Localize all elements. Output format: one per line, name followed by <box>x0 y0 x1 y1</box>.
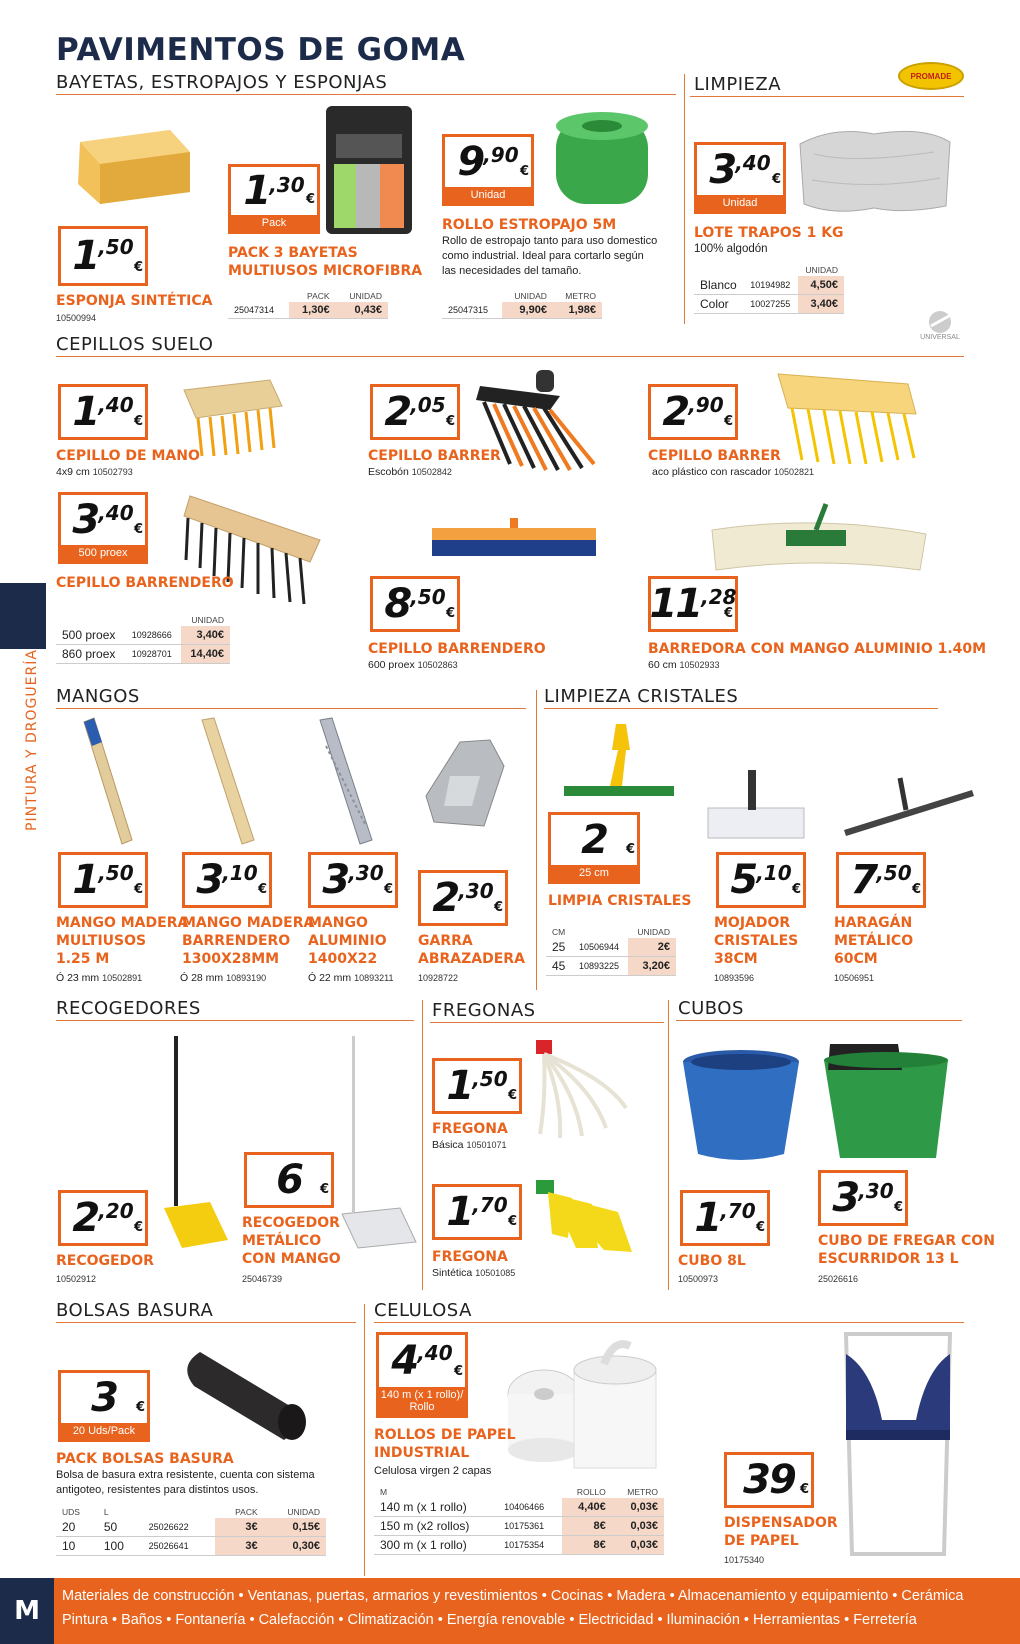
product-name-mango-aluminio: MANGO ALUMINIO 1400X22 <box>308 915 387 968</box>
product-code-dispensador: 10175340 <box>724 1555 765 1565</box>
product-name-recogedor: RECOGEDOR <box>56 1253 154 1269</box>
section-title-mangos: MANGOS <box>56 686 140 707</box>
section-title-limpieza: LIMPIEZA <box>694 74 782 95</box>
window-squeegee-image <box>560 720 680 810</box>
price-table-estropajo: UNIDAD METRO 25047315 9,90€ 1,98€ <box>442 290 602 319</box>
product-info-fregona-basica: Básica 10501071 <box>432 1139 507 1151</box>
price-tag-fregona-basica: 1 ,50 € <box>432 1058 522 1114</box>
footer-bar <box>0 1578 1020 1644</box>
footer-categories-line-1[interactable]: Materiales de construcción • Ventanas, puertas, armarios y revestimientos • Cocinas • Madera • Almacenamiento y equipamiento • Cerámica <box>62 1588 964 1604</box>
price-tag-trapos: 3 ,40 € Unidad <box>694 142 786 214</box>
product-name-estropajo: ROLLO ESTROPAJO 5M <box>442 217 617 233</box>
price-tag-fregona-sintetica: 1 ,70 € <box>432 1184 522 1240</box>
clamp-image <box>420 736 510 836</box>
price-tag-barredora: 11 ,28 € <box>648 576 738 632</box>
price-tag-bayetas: 1 ,30 € Pack <box>228 164 320 234</box>
product-name-cepillo-barrer-1: CEPILLO BARRER <box>368 448 501 464</box>
scrub-brush-image <box>768 364 938 474</box>
price-tag-bolsas: 3 € 20 Uds/Pack <box>58 1370 150 1442</box>
product-name-fregona-sintetica: FREGONA <box>432 1249 508 1265</box>
product-desc-bolsas: Bolsa de basura extra resistente, cuenta con sistema antigoteo, resistentes para distintos usos. <box>56 1469 315 1496</box>
product-info-cepillo-barrendero-2: 600 proex 10502863 <box>368 659 458 671</box>
product-info-barredora: 60 cm 10502933 <box>648 659 720 671</box>
price-tag-limpia-cristales: 2 € 25 cm <box>548 812 640 884</box>
price-table-trapos: UNIDAD Blanco 10194982 4,50€ Color 10027255 3,40€ <box>694 264 844 314</box>
wood-handle-image <box>78 716 138 846</box>
mop-bucket-image <box>818 1036 954 1166</box>
footer-logo: M <box>0 1578 54 1644</box>
product-code-esponja: 10500994 <box>56 313 97 323</box>
price-tag-esponja: 1 ,50 € <box>58 226 148 286</box>
rags-bundle-image <box>794 124 956 214</box>
aluminium-handle-image <box>316 716 376 846</box>
product-info-mango-madera: Ó 23 mm 10502891 <box>56 972 143 984</box>
price-tag-rollos: 4 ,40 € 140 m (x 1 rollo)/ Rollo <box>376 1332 468 1418</box>
dustpan-image <box>150 1034 230 1252</box>
product-code-cubo: 10500973 <box>678 1274 719 1284</box>
product-name-cepillo-barrendero-1: CEPILLO BARRENDERO <box>56 575 234 591</box>
product-desc-trapos: 100% algodón <box>694 243 768 255</box>
price-tag-cepillo-barrendero-2: 8 ,50 € <box>370 576 460 632</box>
product-code-mojador: 10893596 <box>714 973 755 983</box>
price-tag-dispensador: 39 € <box>724 1452 814 1508</box>
price-table-bayetas: PACK UNIDAD 25047314 1,30€ 0,43€ <box>228 290 388 319</box>
product-name-trapos: LOTE TRAPOS 1 KG <box>694 225 844 241</box>
price-tag-cubo: 1 ,70 € <box>680 1190 770 1246</box>
product-name-bayetas: PACK 3 BAYETAS MULTIUSOS MICROFIBRA <box>228 245 423 280</box>
product-name-garra: GARRA ABRAZADERA <box>418 933 525 968</box>
price-tag-cepillo-barrer-2: 2 ,90 € <box>648 384 738 440</box>
price-tag-estropajo: 9 ,90 € Unidad <box>442 134 534 206</box>
product-name-cubo-fregar: CUBO DE FREGAR CON ESCURRIDOR 13 L <box>818 1233 995 1268</box>
product-info-cepillo-barrer-1: Escobón 10502842 <box>368 466 452 478</box>
product-name-bolsas: PACK BOLSAS BASURA <box>56 1451 234 1467</box>
price-tag-cepillo-barrendero-1: 3 ,40 € 500 proex <box>58 492 148 564</box>
product-name-rollos: ROLLOS DE PAPEL INDUSTRIAL <box>374 1427 516 1462</box>
price-tag-recogedor-metalico: 6 € <box>244 1152 334 1208</box>
product-name-recogedor-metalico: RECOGEDOR METÁLICO CON MANGO <box>242 1215 341 1268</box>
product-name-fregona-basica: FREGONA <box>432 1121 508 1137</box>
product-name-esponja: ESPONJA SINTÉTICA <box>56 293 213 309</box>
product-name-mango-madera: MANGO MADERA MULTIUSOS 1.25 M <box>56 915 189 968</box>
product-name-cubo: CUBO 8L <box>678 1253 746 1269</box>
price-tag-mango-aluminio: 3 ,30 € <box>308 852 398 908</box>
trash-bag-roll-image <box>180 1346 310 1446</box>
product-info-cepillo-mano: 4x9 cm 10502793 <box>56 466 133 478</box>
sponge-image <box>70 112 196 212</box>
sidebar-label: PINTURA Y DROGUERÍA <box>24 649 40 831</box>
bucket-image <box>678 1046 804 1166</box>
microfiber-cloths-image <box>322 104 416 236</box>
product-name-barredora: BARREDORA CON MANGO ALUMINIO 1.40M <box>648 641 987 657</box>
dispenser-brand-label: SGC <box>892 1403 910 1412</box>
price-tag-cepillo-barrer-1: 2 ,05 € <box>370 384 460 440</box>
product-code-recogedor-metalico: 25046739 <box>242 1274 283 1284</box>
product-info-mango-aluminio: Ó 22 mm 10893211 <box>308 972 394 984</box>
price-tag-mango-barrendero: 3 ,10 € <box>182 852 272 908</box>
price-tag-haragan: 7 ,50 € <box>836 852 926 908</box>
dust-mop-image <box>706 500 932 590</box>
price-tag-recogedor: 2 ,20 € <box>58 1190 148 1246</box>
product-info-fregona-sintetica: Sintética 10501085 <box>432 1267 516 1279</box>
brand-logo: PROMADE <box>898 62 964 90</box>
product-info-cepillo-barrer-2: aco plástico con rascador 10502821 <box>652 466 815 478</box>
section-title-celulosa: CELULOSA <box>374 1300 472 1321</box>
product-code-haragan: 10506951 <box>834 973 875 983</box>
paper-rolls-image <box>504 1334 666 1474</box>
product-name-mojador: MOJADOR CRISTALES 38CM <box>714 915 799 968</box>
price-table-bolsas: UDS L PACK UNIDAD 20 50 25026622 3€ 0,15€ 10 100 25026641 3€ 0,30€ <box>56 1506 326 1556</box>
section-title-bolsas: BOLSAS BASURA <box>56 1300 214 1321</box>
section-title-bayetas: BAYETAS, ESTROPAJOS Y ESPONJAS <box>56 72 388 93</box>
section-title-cepillos: CEPILLOS SUELO <box>56 334 214 355</box>
product-name-cepillo-barrendero-2: CEPILLO BARRENDERO <box>368 641 546 657</box>
universal-logo: UNIVERSAL <box>916 310 964 348</box>
synthetic-mop-image <box>532 1178 642 1264</box>
product-name-mango-barrendero: MANGO MADERA BARRENDERO 1300X28MM <box>182 915 315 968</box>
product-name-cepillo-mano: CEPILLO DE MANO <box>56 448 200 464</box>
wide-broom-image <box>428 516 598 564</box>
product-name-limpia-cristales: LIMPIA CRISTALES <box>548 893 692 909</box>
product-code-cubo-fregar: 25026616 <box>818 1274 859 1284</box>
price-table-cepillo-barrendero-1: UNIDAD 500 proex 10928666 3,40€ 860 proex 10928701 14,40€ <box>56 614 230 664</box>
section-title-cristales: LIMPIEZA CRISTALES <box>544 686 739 707</box>
product-name-cepillo-barrer-2: CEPILLO BARRER <box>648 448 781 464</box>
price-tag-mango-madera: 1 ,50 € <box>58 852 148 908</box>
section-title-recogedores: RECOGEDORES <box>56 998 201 1019</box>
price-tag-cubo-fregar: 3 ,30 € <box>818 1170 908 1226</box>
product-desc-estropajo: Rollo de estropajo tanto para uso domestico como industrial. Ideal para cortarlo según las necesidades del tamaño. <box>442 235 658 277</box>
price-tag-mojador: 5 ,10 € <box>716 852 806 908</box>
section-title-fregonas: FREGONAS <box>432 1000 536 1021</box>
price-table-rollos: M ROLLO METRO 140 m (x 1 rollo) 10406466 4,40€ 0,03€ 150 m (x2 rollos) 10175361 8€ 0,03€ 300 m (x 1 rollo) 10175354 8€ 0,03€ <box>374 1486 664 1555</box>
product-desc-rollos: Celulosa virgen 2 capas <box>374 1465 492 1477</box>
page-title: PAVIMENTOS DE GOMA <box>56 32 466 68</box>
sidebar-navy-block <box>0 583 46 649</box>
window-washer-image <box>704 764 808 844</box>
cotton-mop-image <box>526 1038 636 1142</box>
scouring-roll-image <box>548 104 658 214</box>
price-tag-cepillo-mano: 1 ,40 € <box>58 384 148 440</box>
broom-handle-image <box>198 716 258 846</box>
footer-categories-line-2[interactable]: Pintura • Baños • Fontanería • Calefacción • Climatización • Energía renovable • Electricidad • Iluminación • Herramientas • Ferretería <box>62 1612 917 1628</box>
floor-squeegee-image <box>840 774 976 840</box>
product-code-recogedor: 10502912 <box>56 1274 97 1284</box>
price-table-limpia-cristales: CM UNIDAD 25 10506944 2€ 45 10893225 3,20€ <box>546 926 676 976</box>
paper-dispenser-image <box>832 1330 964 1562</box>
product-name-haragan: HARAGÁN METÁLICO 60CM <box>834 915 914 968</box>
product-info-mango-barrendero: Ó 28 mm 10893190 <box>180 972 267 984</box>
section-title-cubos: CUBOS <box>678 998 744 1019</box>
price-tag-garra: 2 ,30 € <box>418 870 508 926</box>
metal-dustpan-image <box>334 1034 420 1252</box>
product-name-dispensador: DISPENSADOR DE PAPEL <box>724 1515 838 1550</box>
product-code-garra: 10928722 <box>418 973 459 983</box>
